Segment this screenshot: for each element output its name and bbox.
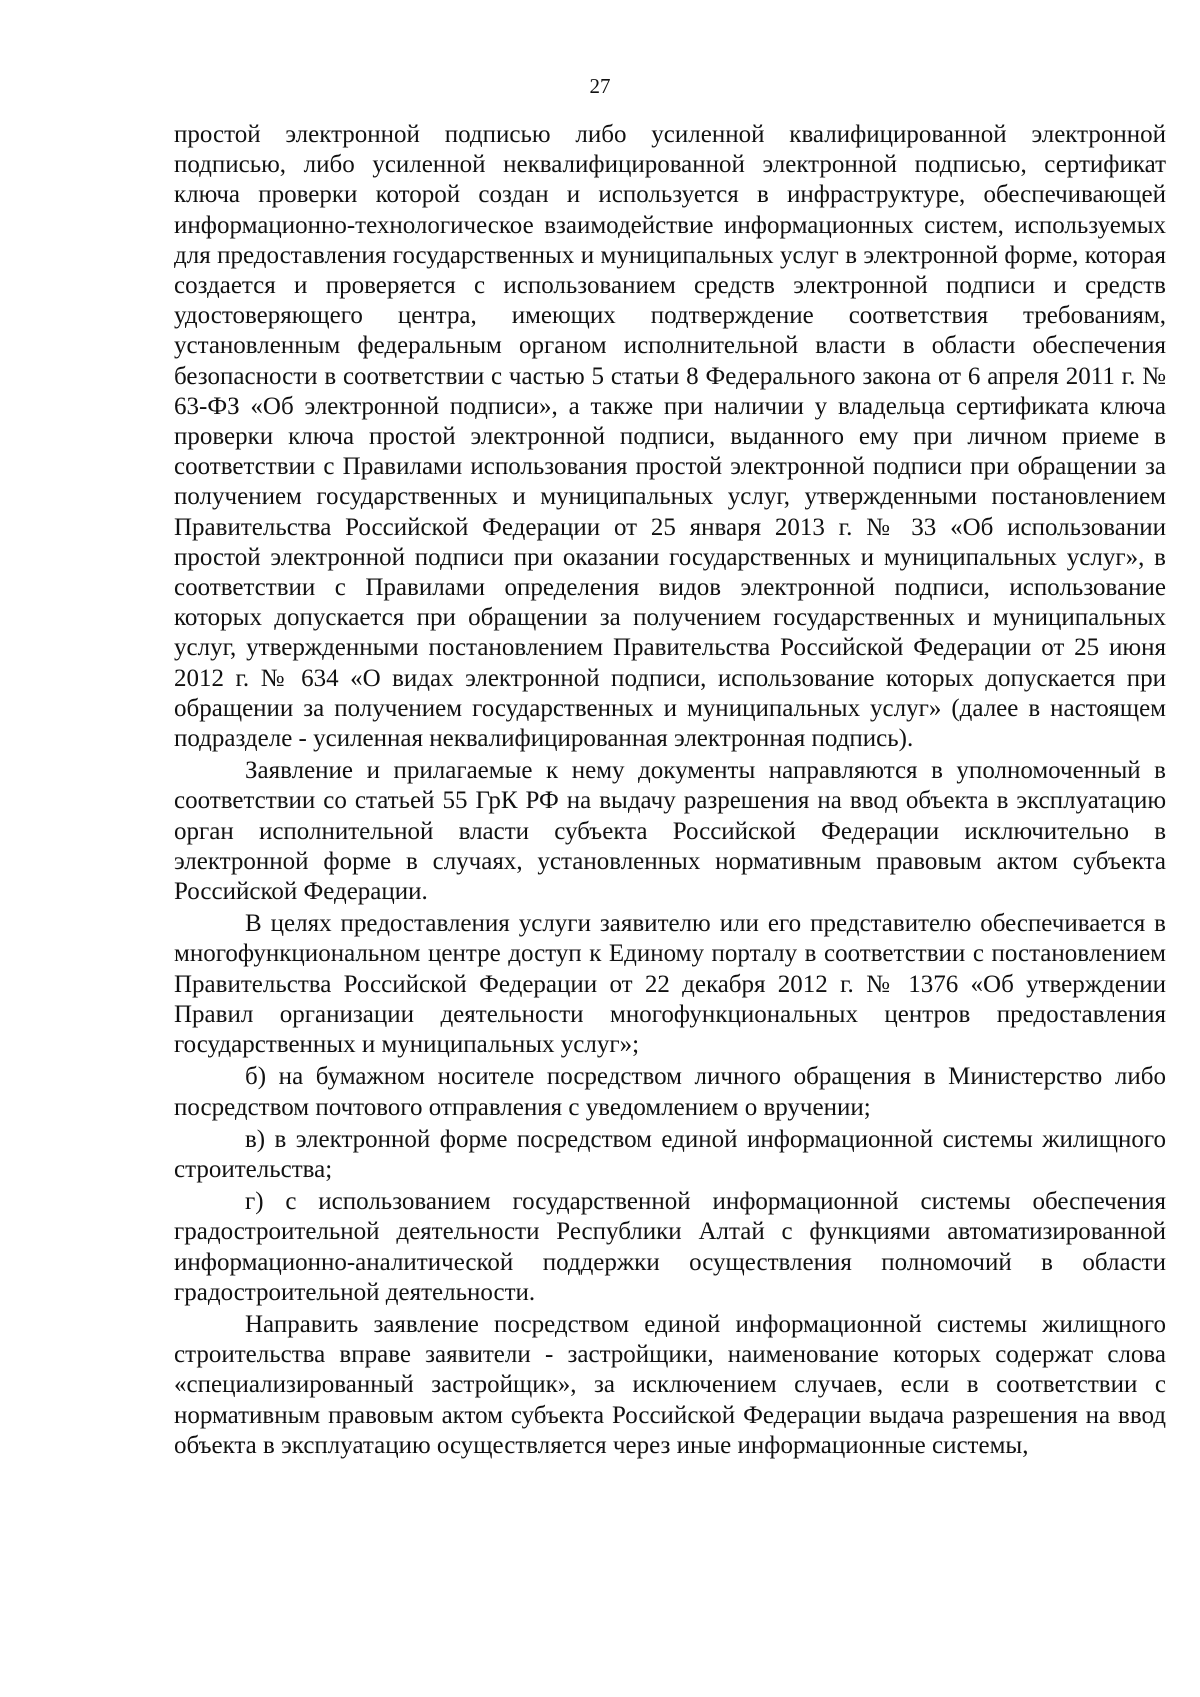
paragraph-housing-system: Направить заявление посредством единой информационной системы жилищного строительства вправе заявители - застройщики, наименование которых содержат слова «специализированный застройщик», за исключением случаев, если в соответствии с нормативным правовым актом субъекта Российской Федерации выдача разрешения на ввод объекта в эксплуатацию осуществляется через иные информационные системы,	[174, 1310, 1166, 1459]
paragraph-item-v: в) в электронной форме посредством единой информационной системы жилищного строительства;	[174, 1125, 1166, 1183]
page-number: 27	[589, 74, 611, 98]
document-body	[174, 120, 1166, 1461]
paragraph-signature-definition: простой электронной подписью либо усиленной квалифицированной электронной подписью, либо усиленной неквалифицированной электронной подписью, сертификат ключа проверки которой создан и используется в инфраструктуре, обеспечивающей информационно-технологическое взаимодействие информационных систем, используемых для предоставления государственных и муниципальных услуг в электронной форме, которая создается и проверяется с использованием средств электронной подписи и средств удостоверяющего центра, имеющих подтверждение соответствия требованиям, установленным федеральным органом исполнительной власти в области обеспечения безопасности в соответствии с частью 5 статьи 8 Федерального закона от 6 апреля 2011 г. № 63-ФЗ «Об электронной подписи», а также при наличии у владельца сертификата ключа проверки ключа простой электронной подписи, выданного ему при личном приеме в соответствии с Правилами использования простой электронной подписи при обращении за получением государственных и муниципальных услуг, утвержденными постановлением Правительства Российской Федерации от 25 января 2013 г. № 33 «Об использовании простой электронной подписи при оказании государственных и муниципальных услуг», в соответствии с Правилами определения видов электронной подписи, использование которых допускается при обращении за получением государственных и муниципальных услуг, утвержденными постановлением Правительства Российской Федерации от 25 июня 2012 г. № 634 «О видах электронной подписи, использование которых допускается при обращении за получением государственных и муниципальных услуг» (далее в настоящем подразделе - усиленная неквалифицированная электронная подпись).	[174, 121, 1166, 753]
paragraph-item-b: б) на бумажном носителе посредством личного обращения в Министерство либо посредством почтового отправления с уведомлением о вручении;	[174, 1063, 1166, 1121]
paragraph-mfc-access: В целях предоставления услуги заявителю или его представителю обеспечивается в многофункциональном центре доступ к Единому порталу в соответствии с постановлением Правительства Российской Федерации от 22 декабря 2012 г. № 1376 «Об утверждении Правил организации деятельности многофункциональных центров предоставления государственных и муниципальных услуг»;	[174, 910, 1166, 1059]
paragraph-item-g: г) с использованием государственной информационной системы обеспечения градостроительной деятельности Республики Алтай с функциями автоматизированной информационно-аналитической поддержки осуществления полномочий в области градостроительной деятельности.	[174, 1188, 1166, 1306]
paragraph-electronic-submission: Заявление и прилагаемые к нему документы направляются в уполномоченный в соответствии со статьей 55 ГрК РФ на выдачу разрешения на ввод объекта в эксплуатацию орган исполнительной власти субъекта Российской Федерации исключительно в электронной форме в случаях, установленных нормативным правовым актом субъекта Российской Федерации.	[174, 757, 1166, 906]
